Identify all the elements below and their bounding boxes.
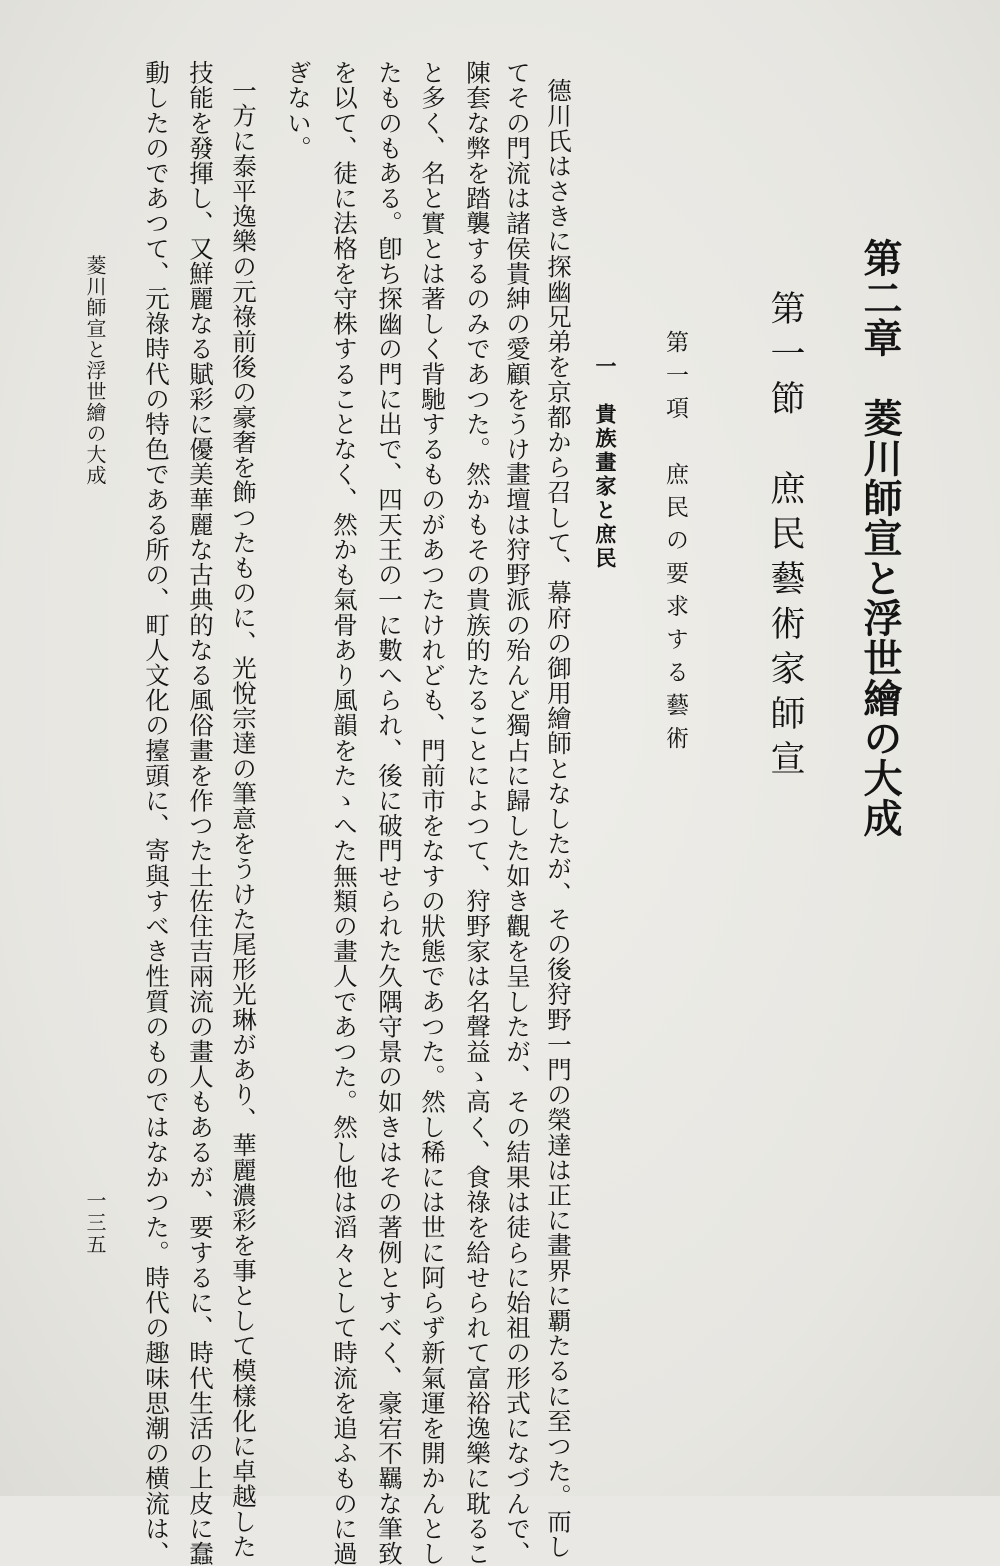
body-column-1: 德川氏はさきに探幽兄弟を京都から召して、幕府の御用繪師となしたが、その後狩野一門の榮達は正に畫界に覇たるに至つた。而し: [544, 78, 573, 1559]
body-column-5: たものもある。卽ち探幽の門に出で、四天王の一に數へられ、後に破門せられた久隅守景の如きはその著例とすべく、豪宕不羈な筆致: [375, 60, 404, 1566]
body-column-6: を以て、徒に法格を守株することなく、然かも氣骨あり風韻をたゝへた無類の畫人であつた。然し他は滔々として時流を追ふものに過: [330, 60, 359, 1566]
section-title: 第一節 庶民藝術家師宣: [765, 290, 805, 785]
item-title: 第一項 庶民の要求する藝術: [662, 330, 688, 759]
body-column-9: 技能を發揮し、又鮮麗なる賦彩に優美華麗な古典的なる風俗畫を作つた土佐住吉兩流の畫人もあるが、要するに、時代生活の上皮に蠢: [186, 60, 215, 1566]
body-column-7: ぎない。: [284, 60, 313, 161]
body-column-8: 一方に泰平逸樂の元祿前後の豪奢を飾つたものに、光悅宗達の筆意をうけた尾形光琳があり、華麗濃彩を事として模樣化に卓越した: [229, 78, 258, 1559]
body-column-3: 陳套な弊を踏襲するのみであつた。然かもその貴族的たることによつて、狩野家は名聲益ゝ高く、食祿を給せられて富裕逸樂に耽るこ: [463, 60, 492, 1566]
body-column-4: と多く、名と實とは著しく背馳するものがあつたけれども、門前市をなすの狀態であつた。然し稀には世に阿らず新氣運を開かんとし: [418, 60, 447, 1566]
page-number: 一三五: [83, 1190, 107, 1256]
chapter-title: 第二章 菱川師宣と浮世繪の大成: [857, 238, 903, 838]
body-column-2: てその門流は諸侯貴紳の愛顧をうけ畫壇は狩野派の殆んど獨占に歸した如き觀を呈したが、その結果は徒らに始祖の形式になづんで、: [503, 60, 532, 1566]
running-title: 菱川師宣と浮世繪の大成: [83, 255, 107, 486]
body-column-10: 動したのであつて、元祿時代の特色である所の、町人文化の擡頭に、寄與すべき性質のものではなかつた。時代の趣味思潮の横流は、: [142, 60, 171, 1566]
subitem-title: 一 貴族畫家と庶民: [593, 355, 618, 571]
